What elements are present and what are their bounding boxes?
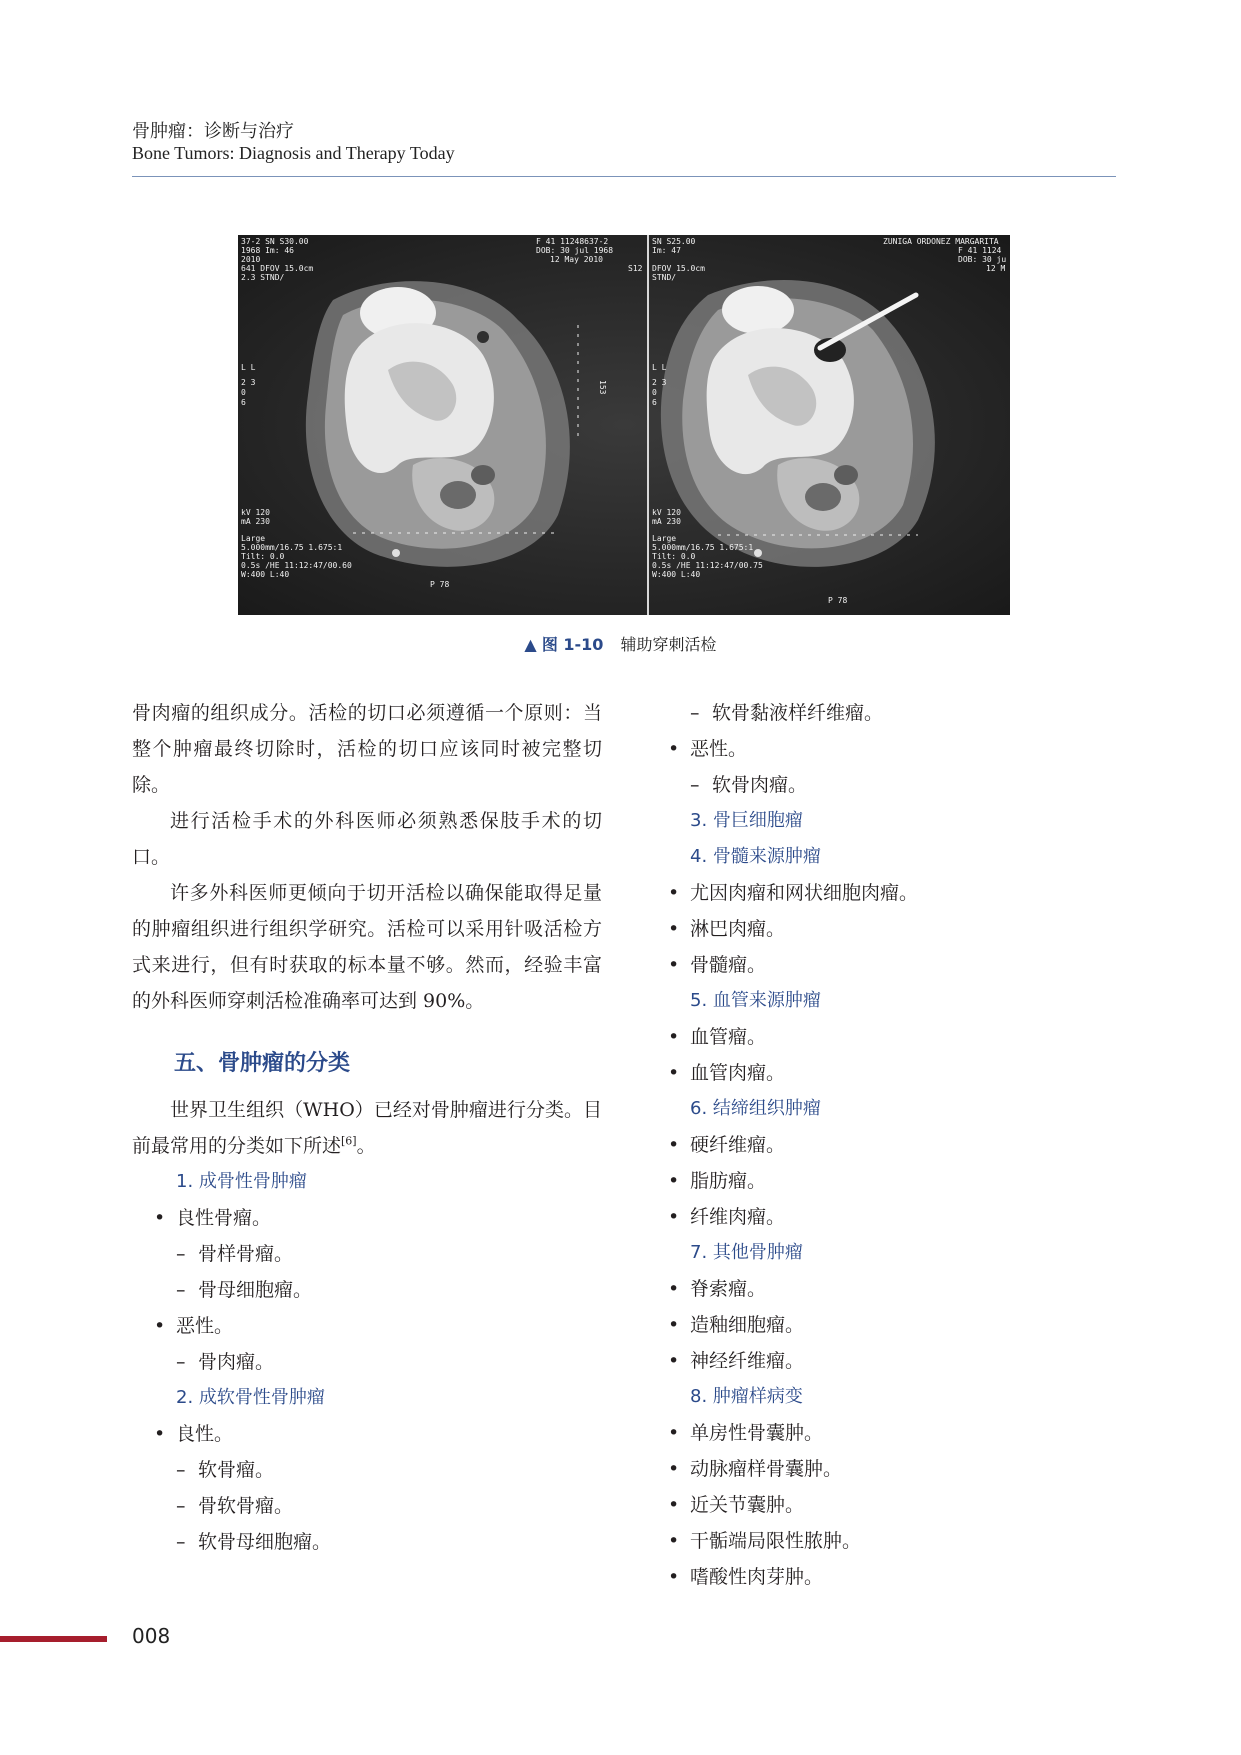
dash-item-text: 软骨瘤。	[198, 1459, 275, 1481]
right-text-column	[668, 695, 1118, 1595]
left-patient-line: 12 May 2010	[550, 255, 603, 264]
subsection-heading: 6. 结缔组织肿瘤	[690, 1098, 821, 1119]
left-info-line: 37-2 SN S30.00	[241, 237, 309, 246]
dash-item-text: 骨软骨瘤。	[198, 1495, 294, 1517]
caption-figure-number: 图 1-10	[541, 635, 604, 654]
bullet-item: • 硬纤维瘤。	[668, 1127, 1118, 1163]
bullet-item: • 纤维肉瘤。	[668, 1199, 1118, 1235]
right-scan-param: Tilt: 0.0	[652, 552, 696, 561]
left-info-line: 2.3 STND/	[241, 273, 285, 282]
right-scan-param: kV 120	[652, 508, 681, 517]
dash-item-text: 骨母细胞瘤。	[198, 1279, 313, 1301]
right-scan-param: 0.5s /HE 11:12:47/00.75	[652, 561, 763, 570]
dash-item-text: 骨样骨瘤。	[198, 1243, 294, 1265]
right-scan-param: Large	[652, 534, 677, 543]
left-patient-line: DOB: 30 jul 1968	[536, 246, 614, 255]
ct-scan-image	[238, 235, 1010, 615]
left-info-line: 2010	[241, 255, 261, 264]
right-info-line: DFOV 15.0cm	[652, 264, 705, 273]
bullet-item: • 尤因肉瘤和网状细胞肉瘤。	[668, 875, 1118, 911]
right-patient-line: 12 M	[986, 264, 1006, 273]
right-patient-line: F 41 1124	[958, 246, 1002, 255]
figure-caption	[0, 632, 1241, 655]
bullet-item: • 淋巴肉瘤。	[668, 911, 1118, 947]
left-info-line: 1968 Im: 46	[241, 246, 294, 255]
dash-item	[132, 1524, 602, 1560]
paragraph: 进行活检手术的外科医师必须熟悉保肢手术的切口。	[132, 810, 602, 868]
left-scan-param: W:400 L:40	[241, 570, 290, 579]
right-scan-param: W:400 L:40	[652, 570, 701, 579]
right-side-marker: 2 3	[652, 378, 667, 387]
subsection-heading: 2. 成软骨性骨肿瘤	[176, 1387, 325, 1408]
bullet-item: • 脂肪瘤。	[668, 1163, 1118, 1199]
subsection-heading: 8. 肿瘤样病变	[690, 1386, 803, 1407]
dash-item-text: 软骨肉瘤。	[712, 774, 808, 796]
bullet-item: • 嗜酸性肉芽肿。	[668, 1559, 1118, 1595]
subsection-heading: 3. 骨巨细胞瘤	[690, 810, 803, 831]
bullet-item: • 良性。	[154, 1416, 602, 1452]
right-info-line: SN S25.00	[652, 237, 696, 246]
right-info-line: Im: 47	[652, 246, 681, 255]
bullet-item: • 近关节囊肿。	[668, 1487, 1118, 1523]
left-scan-param: 0.5s /HE 11:12:47/00.60	[241, 561, 352, 570]
dash-item	[132, 1272, 602, 1308]
dash-item-text: 软骨母细胞瘤。	[198, 1531, 332, 1553]
bullet-item: • 脊索瘤。	[668, 1271, 1118, 1307]
dash-item	[668, 767, 1118, 803]
subsection-heading: 1. 成骨性骨肿瘤	[176, 1171, 307, 1192]
dash-item	[132, 1236, 602, 1272]
paragraph	[132, 1092, 602, 1164]
left-scan-param: 5.000mm/16.75 1.675:1	[241, 543, 343, 552]
paragraph: 许多外科医师更倾向于切开活检以确保能取得足量的肿瘤组织进行组织学研究。活检可以采用针吸活检方式来进行，但有时获取的标本量不够。然而，经验丰富的外科医师穿刺活检准确率可达到 90%。	[132, 882, 602, 1012]
bullet-item: • 血管瘤。	[668, 1019, 1118, 1055]
right-scan-param: 5.000mm/16.75 1.675:1	[652, 543, 754, 552]
running-header-chinese: 骨肿瘤：诊断与治疗	[132, 121, 294, 142]
left-info-line: 641 DFOV 15.0cm	[241, 264, 314, 273]
left-scan-param: mA 230	[241, 517, 270, 526]
dash-item	[132, 1344, 602, 1380]
right-side-marker: 0	[652, 388, 657, 397]
footer-accent-bar	[0, 1636, 107, 1642]
left-scan-param: Large	[241, 534, 266, 543]
dash-item-text: 软骨黏液样纤维瘤。	[712, 702, 884, 724]
left-side-marker: 2 3	[241, 378, 256, 387]
right-side-marker: 6	[652, 398, 657, 407]
left-position-label: P 78	[430, 580, 450, 589]
dash-item	[132, 1488, 602, 1524]
left-scale-label: 153	[598, 380, 607, 395]
bullet-item: • 恶性。	[668, 731, 1118, 767]
subsection-heading: 7. 其他骨肿瘤	[690, 1242, 803, 1263]
paragraph-end: 。	[356, 1135, 376, 1157]
right-info-line: STND/	[652, 273, 677, 282]
left-side-marker: 6	[241, 398, 246, 407]
left-side-marker: 0	[241, 388, 246, 397]
caption-text: 辅助穿刺活检	[620, 635, 717, 654]
ct-scan-figure	[238, 235, 1010, 615]
subsection-heading: 4. 骨髓来源肿瘤	[690, 846, 821, 867]
left-side-marker: L L	[241, 363, 256, 372]
left-text-column	[132, 695, 602, 1560]
right-position-label: P 78	[828, 596, 848, 605]
bullet-item: • 动脉瘤样骨囊肿。	[668, 1451, 1118, 1487]
left-patient-line: S12	[628, 264, 643, 273]
dash-item	[668, 695, 1118, 731]
right-patient-line: DOB: 30 ju	[958, 255, 1007, 264]
bullet-item: • 血管肉瘤。	[668, 1055, 1118, 1091]
bullet-item: • 单房性骨囊肿。	[668, 1415, 1118, 1451]
dash-item-text: 骨肉瘤。	[198, 1351, 275, 1373]
dash-item	[132, 1452, 602, 1488]
citation-reference: [6]	[341, 1134, 357, 1148]
header-rule	[132, 176, 1116, 177]
caption-triangle-icon: ▲	[524, 635, 537, 654]
subsection-heading: 5. 血管来源肿瘤	[690, 990, 821, 1011]
paragraph: 骨肉瘤的组织成分。活检的切口必须遵循一个原则：当整个肿瘤最终切除时，活检的切口应该同时被完整切除。	[132, 702, 602, 796]
bullet-item: • 良性骨瘤。	[154, 1200, 602, 1236]
bullet-item: • 神经纤维瘤。	[668, 1343, 1118, 1379]
right-patient-line: ZUNIGA ORDONEZ MARGARITA	[883, 237, 999, 246]
right-scan-param: mA 230	[652, 517, 681, 526]
bullet-item: • 造釉细胞瘤。	[668, 1307, 1118, 1343]
running-header-english: Bone Tumors: Diagnosis and Therapy Today	[132, 143, 455, 163]
left-patient-line: F 41 11248637-2	[536, 237, 609, 246]
paragraph-text: 世界卫生组织（WHO）已经对骨肿瘤进行分类。目前最常用的分类如下所述	[132, 1099, 602, 1157]
left-scan-param: kV 120	[241, 508, 270, 517]
right-side-marker: L L	[652, 363, 667, 372]
bullet-item: • 骨髓瘤。	[668, 947, 1118, 983]
left-scan-param: Tilt: 0.0	[241, 552, 285, 561]
section-heading: 五、骨肿瘤的分类	[174, 1051, 351, 1076]
bullet-item: • 干骺端局限性脓肿。	[668, 1523, 1118, 1559]
bullet-item: • 恶性。	[154, 1308, 602, 1344]
page-number: 008	[132, 1624, 171, 1648]
